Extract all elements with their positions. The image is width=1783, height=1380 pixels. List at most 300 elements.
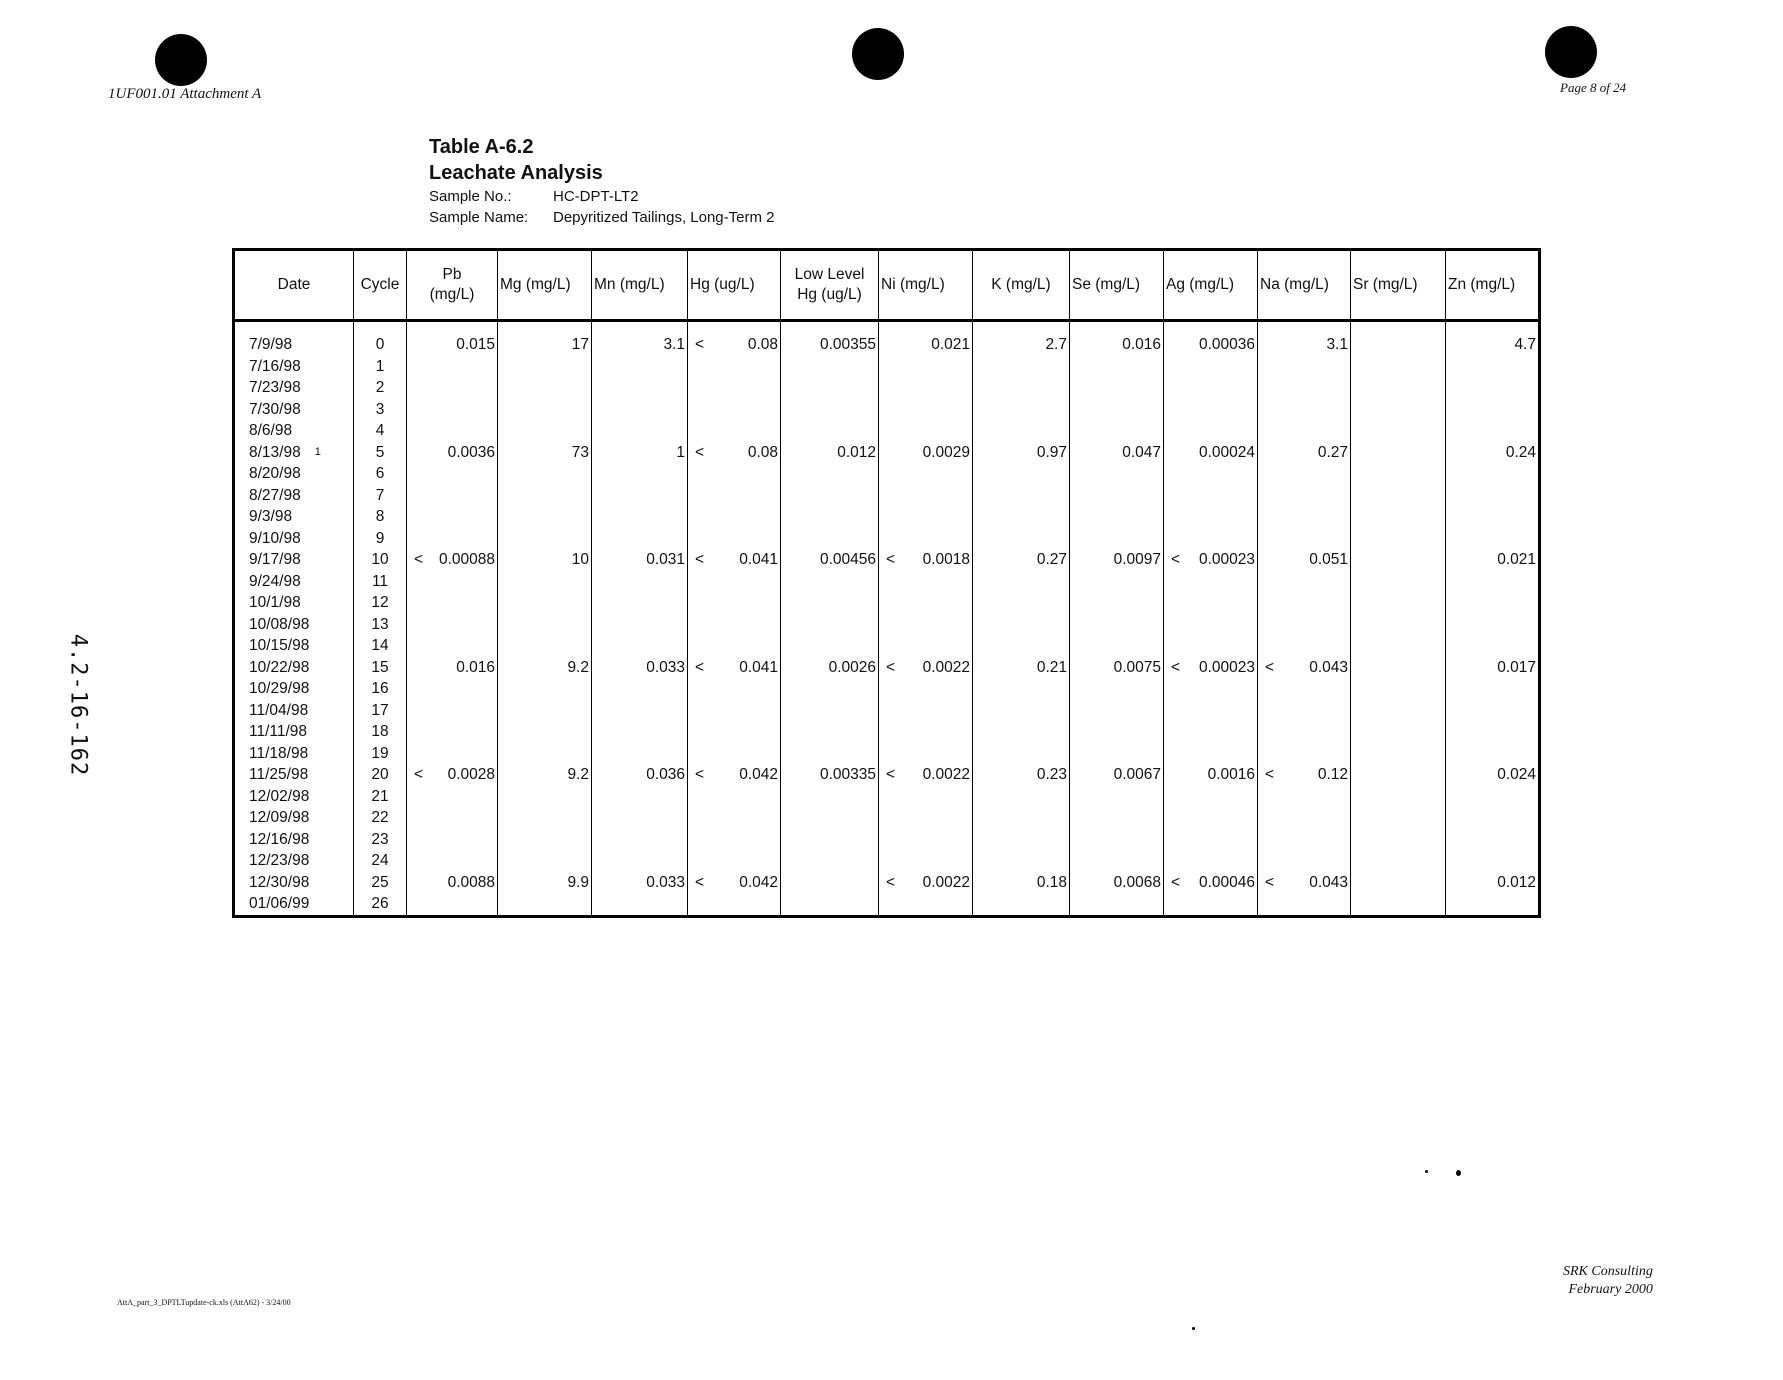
cell-zn	[1446, 377, 1540, 399]
cell-se	[1070, 850, 1164, 872]
cell-k	[973, 420, 1070, 442]
cell-mg	[498, 893, 592, 916]
cell-k	[973, 377, 1070, 399]
cell-na	[1258, 700, 1351, 722]
scan-speck	[1192, 1327, 1195, 1330]
cell-hg	[688, 614, 781, 636]
cell-mg	[498, 614, 592, 636]
cell-value: 0.021	[1497, 551, 1536, 568]
cell-na	[1258, 893, 1351, 916]
date-value: 7/30/98	[249, 400, 301, 418]
cell-llhg	[781, 463, 879, 485]
cell-value: 0.0067	[1113, 766, 1161, 783]
cell-zn	[1446, 528, 1540, 550]
cell-hg	[688, 807, 781, 829]
cell-na	[1258, 635, 1351, 657]
table-row	[234, 850, 1540, 872]
cell-llhg	[781, 721, 879, 743]
cell-value: 0.08	[747, 443, 778, 461]
table-row	[234, 399, 1540, 421]
cell-value: 9.2	[567, 658, 589, 676]
cell-ag	[1164, 872, 1258, 894]
cell-na	[1258, 528, 1351, 550]
cell-sr	[1351, 614, 1446, 636]
cell-pb	[407, 635, 498, 657]
cell-mn	[592, 786, 688, 808]
cell-na	[1258, 399, 1351, 421]
cell-se	[1070, 377, 1164, 399]
cell-ag	[1164, 485, 1258, 507]
cell-zn	[1446, 334, 1540, 356]
date-value: 8/27/98	[249, 486, 301, 504]
cell-hg	[688, 377, 781, 399]
cell-zn	[1446, 592, 1540, 614]
cell-se	[1070, 506, 1164, 528]
cell-hg	[688, 356, 781, 378]
cell-k	[973, 786, 1070, 808]
less-than-qualifier: <	[695, 551, 705, 568]
page-number: Page 8 of 24	[1560, 80, 1627, 95]
cell-sr	[1351, 528, 1446, 550]
cell-na	[1258, 420, 1351, 442]
cell-llhg	[781, 334, 879, 356]
cell-na	[1258, 334, 1351, 356]
cell-llhg	[781, 829, 879, 851]
cell-value: 0.042	[739, 766, 778, 783]
cell-llhg	[781, 678, 879, 700]
cell-se	[1070, 872, 1164, 894]
sample-number-line	[429, 186, 775, 207]
cell-cycle: 14	[354, 635, 407, 657]
cell-zn	[1446, 635, 1540, 657]
cell-mg	[498, 528, 592, 550]
cell-value: 0.033	[646, 873, 685, 891]
cell-ni	[879, 356, 973, 378]
cell-value: 0.21	[1036, 658, 1067, 676]
cell-zn	[1446, 549, 1540, 571]
cell-llhg	[781, 377, 879, 399]
cell-se	[1070, 786, 1164, 808]
header-row	[234, 250, 1540, 321]
cell-value: 0.031	[646, 551, 685, 568]
cell-na	[1258, 614, 1351, 636]
cell-value: 0.00088	[438, 551, 495, 568]
spacer-cell	[234, 321, 354, 335]
cell-pb	[407, 485, 498, 507]
col-header-ag: Ag (mg/L)	[1164, 250, 1258, 321]
cell-ni	[879, 420, 973, 442]
cell-k	[973, 893, 1070, 916]
cell-na	[1258, 872, 1351, 894]
cell-se	[1070, 614, 1164, 636]
spacer-cell	[498, 321, 592, 335]
cell-k	[973, 399, 1070, 421]
cell-value: 0.042	[739, 873, 778, 891]
cell-ag	[1164, 678, 1258, 700]
cell-mg	[498, 657, 592, 679]
cell-llhg	[781, 893, 879, 916]
cell-na	[1258, 829, 1351, 851]
less-than-qualifier: <	[695, 443, 705, 461]
cell-date	[234, 700, 354, 722]
table-row	[234, 657, 1540, 679]
cell-llhg	[781, 442, 879, 464]
cell-mn	[592, 700, 688, 722]
table-title-block	[429, 134, 775, 228]
date-value: 10/22/98	[249, 658, 310, 676]
cell-k	[973, 807, 1070, 829]
cell-zn	[1446, 807, 1540, 829]
cell-mn	[592, 399, 688, 421]
cell-hg	[688, 829, 781, 851]
cell-na	[1258, 850, 1351, 872]
cell-llhg	[781, 657, 879, 679]
col-header-sr: Sr (mg/L)	[1351, 250, 1446, 321]
cell-sr	[1351, 506, 1446, 528]
cell-llhg	[781, 614, 879, 636]
cell-cycle: 13	[354, 614, 407, 636]
cell-k	[973, 442, 1070, 464]
cell-ni	[879, 807, 973, 829]
spacer-cell	[1351, 321, 1446, 335]
cell-llhg	[781, 635, 879, 657]
col-header-pb	[407, 250, 498, 321]
cell-cycle: 25	[354, 872, 407, 894]
cell-date	[234, 420, 354, 442]
cell-ag	[1164, 614, 1258, 636]
scan-speck	[1425, 1170, 1428, 1173]
cell-date	[234, 549, 354, 571]
cell-value: 1	[676, 443, 685, 461]
date-value: 9/3/98	[249, 508, 293, 525]
cell-sr	[1351, 807, 1446, 829]
cell-se	[1070, 399, 1164, 421]
cell-cycle: 16	[354, 678, 407, 700]
table-row	[234, 635, 1540, 657]
cell-ni	[879, 700, 973, 722]
cell-hg	[688, 463, 781, 485]
cell-date	[234, 334, 354, 356]
cell-mg	[498, 786, 592, 808]
cell-llhg	[781, 420, 879, 442]
table-row	[234, 807, 1540, 829]
spacer-cell	[879, 321, 973, 335]
cell-cycle: 8	[354, 506, 407, 528]
cell-ag	[1164, 807, 1258, 829]
cell-se	[1070, 721, 1164, 743]
cell-ni	[879, 850, 973, 872]
cell-value: 0.08	[747, 336, 778, 353]
cell-date	[234, 571, 354, 593]
cell-se	[1070, 764, 1164, 786]
cell-sr	[1351, 786, 1446, 808]
cell-cycle: 3	[354, 399, 407, 421]
cell-hg	[688, 721, 781, 743]
cell-mn	[592, 850, 688, 872]
cell-se	[1070, 829, 1164, 851]
cell-k	[973, 829, 1070, 851]
cell-mn	[592, 614, 688, 636]
cell-value: 0.00456	[819, 551, 876, 568]
cell-value: 0.24	[1505, 443, 1536, 461]
footnote-marker: 1	[314, 445, 321, 458]
cell-zn	[1446, 614, 1540, 636]
table-name: Leachate Analysis	[429, 162, 603, 184]
cell-zn	[1446, 721, 1540, 743]
cell-value: 0.017	[1497, 658, 1536, 676]
sample-name-value: Depyritized Tailings, Long-Term 2	[553, 209, 775, 226]
cell-value: 0.0022	[922, 658, 970, 676]
cell-cycle: 10	[354, 549, 407, 571]
table-row	[234, 356, 1540, 378]
cell-k	[973, 592, 1070, 614]
cell-k	[973, 356, 1070, 378]
col-header-pb-line2: (mg/L)	[429, 286, 475, 303]
date-value: 12/16/98	[249, 830, 310, 848]
cell-ni	[879, 635, 973, 657]
cell-cycle: 19	[354, 743, 407, 765]
cell-mn	[592, 334, 688, 356]
cell-pb	[407, 786, 498, 808]
cell-zn	[1446, 872, 1540, 894]
spacer-cell	[1446, 321, 1540, 335]
cell-mn	[592, 377, 688, 399]
cell-value: 0.0022	[922, 766, 970, 783]
cell-zn	[1446, 850, 1540, 872]
cell-value: 0.00355	[819, 336, 876, 353]
date-value: 8/20/98	[249, 465, 301, 482]
col-header-llhg-line1: Low Level	[794, 266, 865, 283]
cell-hg	[688, 549, 781, 571]
date-value: 11/18/98	[249, 744, 309, 762]
punch-hole-center	[852, 28, 904, 80]
cell-hg	[688, 872, 781, 894]
cell-date	[234, 399, 354, 421]
cell-ni	[879, 549, 973, 571]
less-than-qualifier: <	[886, 873, 896, 891]
cell-mn	[592, 463, 688, 485]
table-row	[234, 872, 1540, 894]
cell-value: 0.0097	[1113, 551, 1161, 568]
col-header-k: K (mg/L)	[973, 250, 1070, 321]
cell-na	[1258, 721, 1351, 743]
cell-ag	[1164, 420, 1258, 442]
spacer-cell	[781, 321, 879, 335]
cell-ag	[1164, 442, 1258, 464]
table-id: Table A-6.2	[429, 136, 534, 158]
cell-date	[234, 528, 354, 550]
cell-value: 0.043	[1309, 873, 1348, 891]
cell-zn	[1446, 506, 1540, 528]
cell-zn	[1446, 678, 1540, 700]
side-document-code: 4.2-16-162	[65, 633, 91, 777]
cell-llhg	[781, 700, 879, 722]
cell-na	[1258, 592, 1351, 614]
date-value: 10/08/98	[249, 615, 310, 633]
spacer-cell	[688, 321, 781, 335]
cell-ni	[879, 614, 973, 636]
date-value: 9/17/98	[249, 551, 301, 568]
cell-mn	[592, 506, 688, 528]
cell-date	[234, 657, 354, 679]
col-header-se: Se (mg/L)	[1070, 250, 1164, 321]
cell-se	[1070, 442, 1164, 464]
cell-ni	[879, 764, 973, 786]
col-header-ni: Ni (mg/L)	[879, 250, 973, 321]
cell-k	[973, 549, 1070, 571]
cell-llhg	[781, 786, 879, 808]
cell-value: 0.0036	[447, 443, 495, 461]
date-value: 8/13/98	[249, 443, 301, 461]
cell-cycle: 17	[354, 700, 407, 722]
cell-zn	[1446, 786, 1540, 808]
cell-pb	[407, 657, 498, 679]
cell-mn	[592, 657, 688, 679]
cell-ni	[879, 485, 973, 507]
cell-mn	[592, 829, 688, 851]
cell-zn	[1446, 442, 1540, 464]
cell-se	[1070, 485, 1164, 507]
cell-zn	[1446, 399, 1540, 421]
cell-date	[234, 764, 354, 786]
cell-cycle: 5	[354, 442, 407, 464]
cell-ag	[1164, 377, 1258, 399]
cell-date	[234, 463, 354, 485]
cell-se	[1070, 356, 1164, 378]
cell-ag	[1164, 850, 1258, 872]
date-value: 11/25/98	[249, 766, 309, 783]
cell-ni	[879, 657, 973, 679]
less-than-qualifier: <	[414, 551, 424, 568]
date-value: 12/23/98	[249, 852, 310, 869]
cell-mg	[498, 399, 592, 421]
cell-ni	[879, 377, 973, 399]
cell-ni	[879, 442, 973, 464]
cell-value: 0.18	[1036, 873, 1067, 891]
cell-llhg	[781, 743, 879, 765]
cell-se	[1070, 549, 1164, 571]
cell-date	[234, 442, 354, 464]
cell-mn	[592, 807, 688, 829]
cell-ag	[1164, 592, 1258, 614]
date-value: 7/16/98	[249, 357, 301, 375]
cell-llhg	[781, 506, 879, 528]
cell-mg	[498, 829, 592, 851]
cell-zn	[1446, 700, 1540, 722]
cell-value: 0.00024	[1198, 443, 1255, 461]
cell-value: 0.23	[1036, 766, 1067, 783]
cell-value: 9.9	[567, 873, 589, 891]
cell-date	[234, 872, 354, 894]
cell-llhg	[781, 807, 879, 829]
cell-value: 0.0075	[1113, 658, 1161, 676]
less-than-qualifier: <	[1171, 658, 1181, 676]
cell-hg	[688, 334, 781, 356]
cell-ag	[1164, 571, 1258, 593]
cell-ag	[1164, 764, 1258, 786]
cell-zn	[1446, 571, 1540, 593]
cell-mn	[592, 678, 688, 700]
cell-hg	[688, 506, 781, 528]
cell-value: 0.12	[1317, 766, 1348, 783]
cell-value: 0.00023	[1198, 658, 1255, 676]
table-row	[234, 893, 1540, 916]
cell-pb	[407, 829, 498, 851]
cell-sr	[1351, 356, 1446, 378]
cell-pb	[407, 463, 498, 485]
cell-se	[1070, 807, 1164, 829]
cell-pb	[407, 334, 498, 356]
cell-mg	[498, 442, 592, 464]
cell-mn	[592, 635, 688, 657]
cell-llhg	[781, 549, 879, 571]
cell-mn	[592, 528, 688, 550]
cell-k	[973, 657, 1070, 679]
cell-hg	[688, 635, 781, 657]
less-than-qualifier: <	[414, 766, 424, 783]
table-row	[234, 786, 1540, 808]
cell-k	[973, 743, 1070, 765]
cell-ag	[1164, 334, 1258, 356]
cell-sr	[1351, 872, 1446, 894]
cell-pb	[407, 872, 498, 894]
cell-ag	[1164, 549, 1258, 571]
cell-sr	[1351, 334, 1446, 356]
cell-date	[234, 356, 354, 378]
table-row	[234, 485, 1540, 507]
cell-hg	[688, 420, 781, 442]
cell-k	[973, 571, 1070, 593]
cell-date	[234, 485, 354, 507]
cell-se	[1070, 700, 1164, 722]
cell-llhg	[781, 850, 879, 872]
cell-mn	[592, 872, 688, 894]
cell-value: 0.0068	[1113, 873, 1161, 891]
cell-llhg	[781, 528, 879, 550]
cell-sr	[1351, 420, 1446, 442]
cell-sr	[1351, 442, 1446, 464]
header-spacer-row	[234, 321, 1540, 335]
less-than-qualifier: <	[886, 658, 896, 676]
cell-pb	[407, 764, 498, 786]
date-value: 10/1/98	[249, 594, 301, 611]
cell-ag	[1164, 721, 1258, 743]
cell-value: 0.033	[646, 658, 685, 676]
table-row	[234, 614, 1540, 636]
cell-sr	[1351, 549, 1446, 571]
cell-hg	[688, 657, 781, 679]
cell-value: 3.1	[1326, 336, 1348, 353]
cell-hg	[688, 571, 781, 593]
col-header-mn: Mn (mg/L)	[592, 250, 688, 321]
cell-llhg	[781, 571, 879, 593]
cell-sr	[1351, 743, 1446, 765]
less-than-qualifier: <	[1171, 873, 1181, 891]
cell-ag	[1164, 528, 1258, 550]
cell-hg	[688, 743, 781, 765]
cell-pb	[407, 850, 498, 872]
cell-date	[234, 850, 354, 872]
cell-pb	[407, 528, 498, 550]
cell-pb	[407, 356, 498, 378]
cell-sr	[1351, 657, 1446, 679]
cell-se	[1070, 743, 1164, 765]
cell-mg	[498, 506, 592, 528]
table-row	[234, 700, 1540, 722]
table-row	[234, 678, 1540, 700]
cell-value: 0.041	[739, 658, 778, 676]
cell-na	[1258, 743, 1351, 765]
